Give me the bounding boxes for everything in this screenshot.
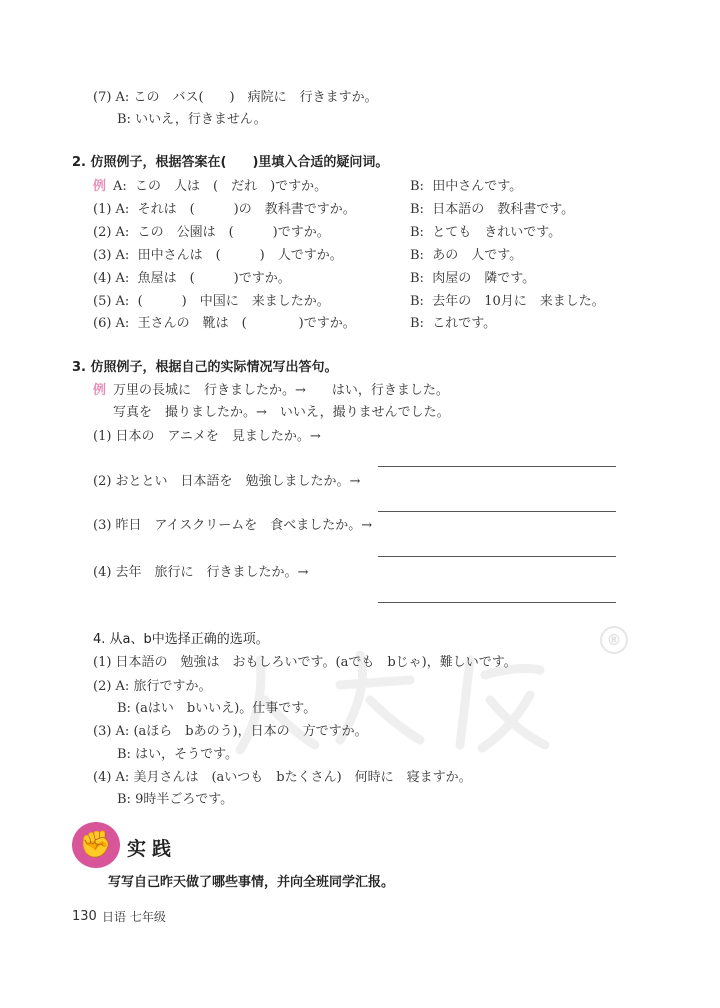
registered-mark: ® [600, 626, 628, 654]
q7-b: B: いいえ，行きません。 [117, 112, 267, 127]
answer-line[interactable] [378, 511, 616, 512]
s3-item: (3) 昨日 アイスクリームを 食べましたか。→ [93, 518, 373, 533]
s4-line: (4) A: 美月さんは (aいつも bたくさん) 何時に 寝ますか。 [93, 770, 472, 785]
s2-row-b: B: これです。 [410, 316, 497, 331]
q7-a: (7) A: この バス( ) 病院に 行きますか。 [93, 90, 378, 105]
s3-item: (4) 去年 旅行に 行きましたか。→ [93, 565, 309, 580]
answer-line[interactable] [378, 466, 616, 467]
s2-row-a: A: この 人は ( だれ )ですか。 [113, 179, 328, 194]
s2-row-b: B: 去年の 10月に 来ました。 [410, 294, 605, 309]
practice-text: 写写自己昨天做了哪些事情，并向全班同学汇报。 [108, 875, 395, 890]
s4-line: B: はい，そうです。 [117, 747, 239, 762]
s2-row-b: B: 肉屋の 隣です。 [410, 271, 536, 286]
s2-row-a: (2) A: この 公園は ( )ですか。 [93, 225, 330, 240]
s2-row-a: (3) A: 田中さんは ( ) 人ですか。 [93, 248, 343, 263]
s4-line: (3) A: (aほら bあのう)，日本の 方ですか。 [93, 724, 368, 739]
s2-row-b: B: あの 人です。 [410, 248, 523, 263]
fist-icon: ✊ [72, 822, 120, 868]
answer-line[interactable] [378, 556, 616, 557]
s2-row-a: (1) A: それは ( )の 教科書ですか。 [93, 202, 356, 217]
s3-example: 写真を 撮りましたか。→ いいえ，撮りませんでした。 [113, 405, 450, 420]
s4-line: B: (aはい bいいえ)。仕事です。 [117, 701, 317, 716]
practice-title: 实践 [127, 838, 178, 860]
s3-example: 万里の長城に 行きましたか。→ はい，行きました。 [113, 383, 449, 398]
section2-title: 2. 仿照例子，根据答案在( )里填入合适的疑问词。 [72, 155, 389, 170]
page-number: 130 [72, 909, 97, 924]
s3-item: (2) おととい 日本語を 勉強しましたか。→ [93, 474, 361, 489]
example-mark: 例 [93, 383, 107, 398]
section4-title: 4. 从a、b中选择正确的选项。 [93, 632, 269, 647]
s4-line: (2) A: 旅行ですか。 [93, 679, 212, 694]
section3-title: 3. 仿照例子，根据自己的实际情况写出答句。 [72, 360, 338, 375]
s2-row-b: B: 田中さんです。 [410, 179, 523, 194]
s4-line: (1) 日本語の 勉強は おもしろいです。(aでも bじゃ)，難しいです。 [93, 655, 517, 670]
s2-row-a: (5) A: ( ) 中国に 来ましたか。 [93, 294, 330, 309]
example-mark: 例 [93, 179, 107, 194]
s3-item: (1) 日本の アニメを 見ましたか。→ [93, 429, 321, 444]
s2-row-b: B: 日本語の 教科書です。 [410, 202, 575, 217]
s4-line: B: 9時半ごろです。 [117, 792, 234, 807]
book-title: 日语 七年级 [102, 910, 166, 924]
s2-row-a: (6) A: 王さんの 靴は ( )ですか。 [93, 316, 356, 331]
s2-row-b: B: とても きれいです。 [410, 225, 562, 240]
s2-row-a: (4) A: 魚屋は ( )ですか。 [93, 271, 291, 286]
answer-line[interactable] [378, 602, 616, 603]
